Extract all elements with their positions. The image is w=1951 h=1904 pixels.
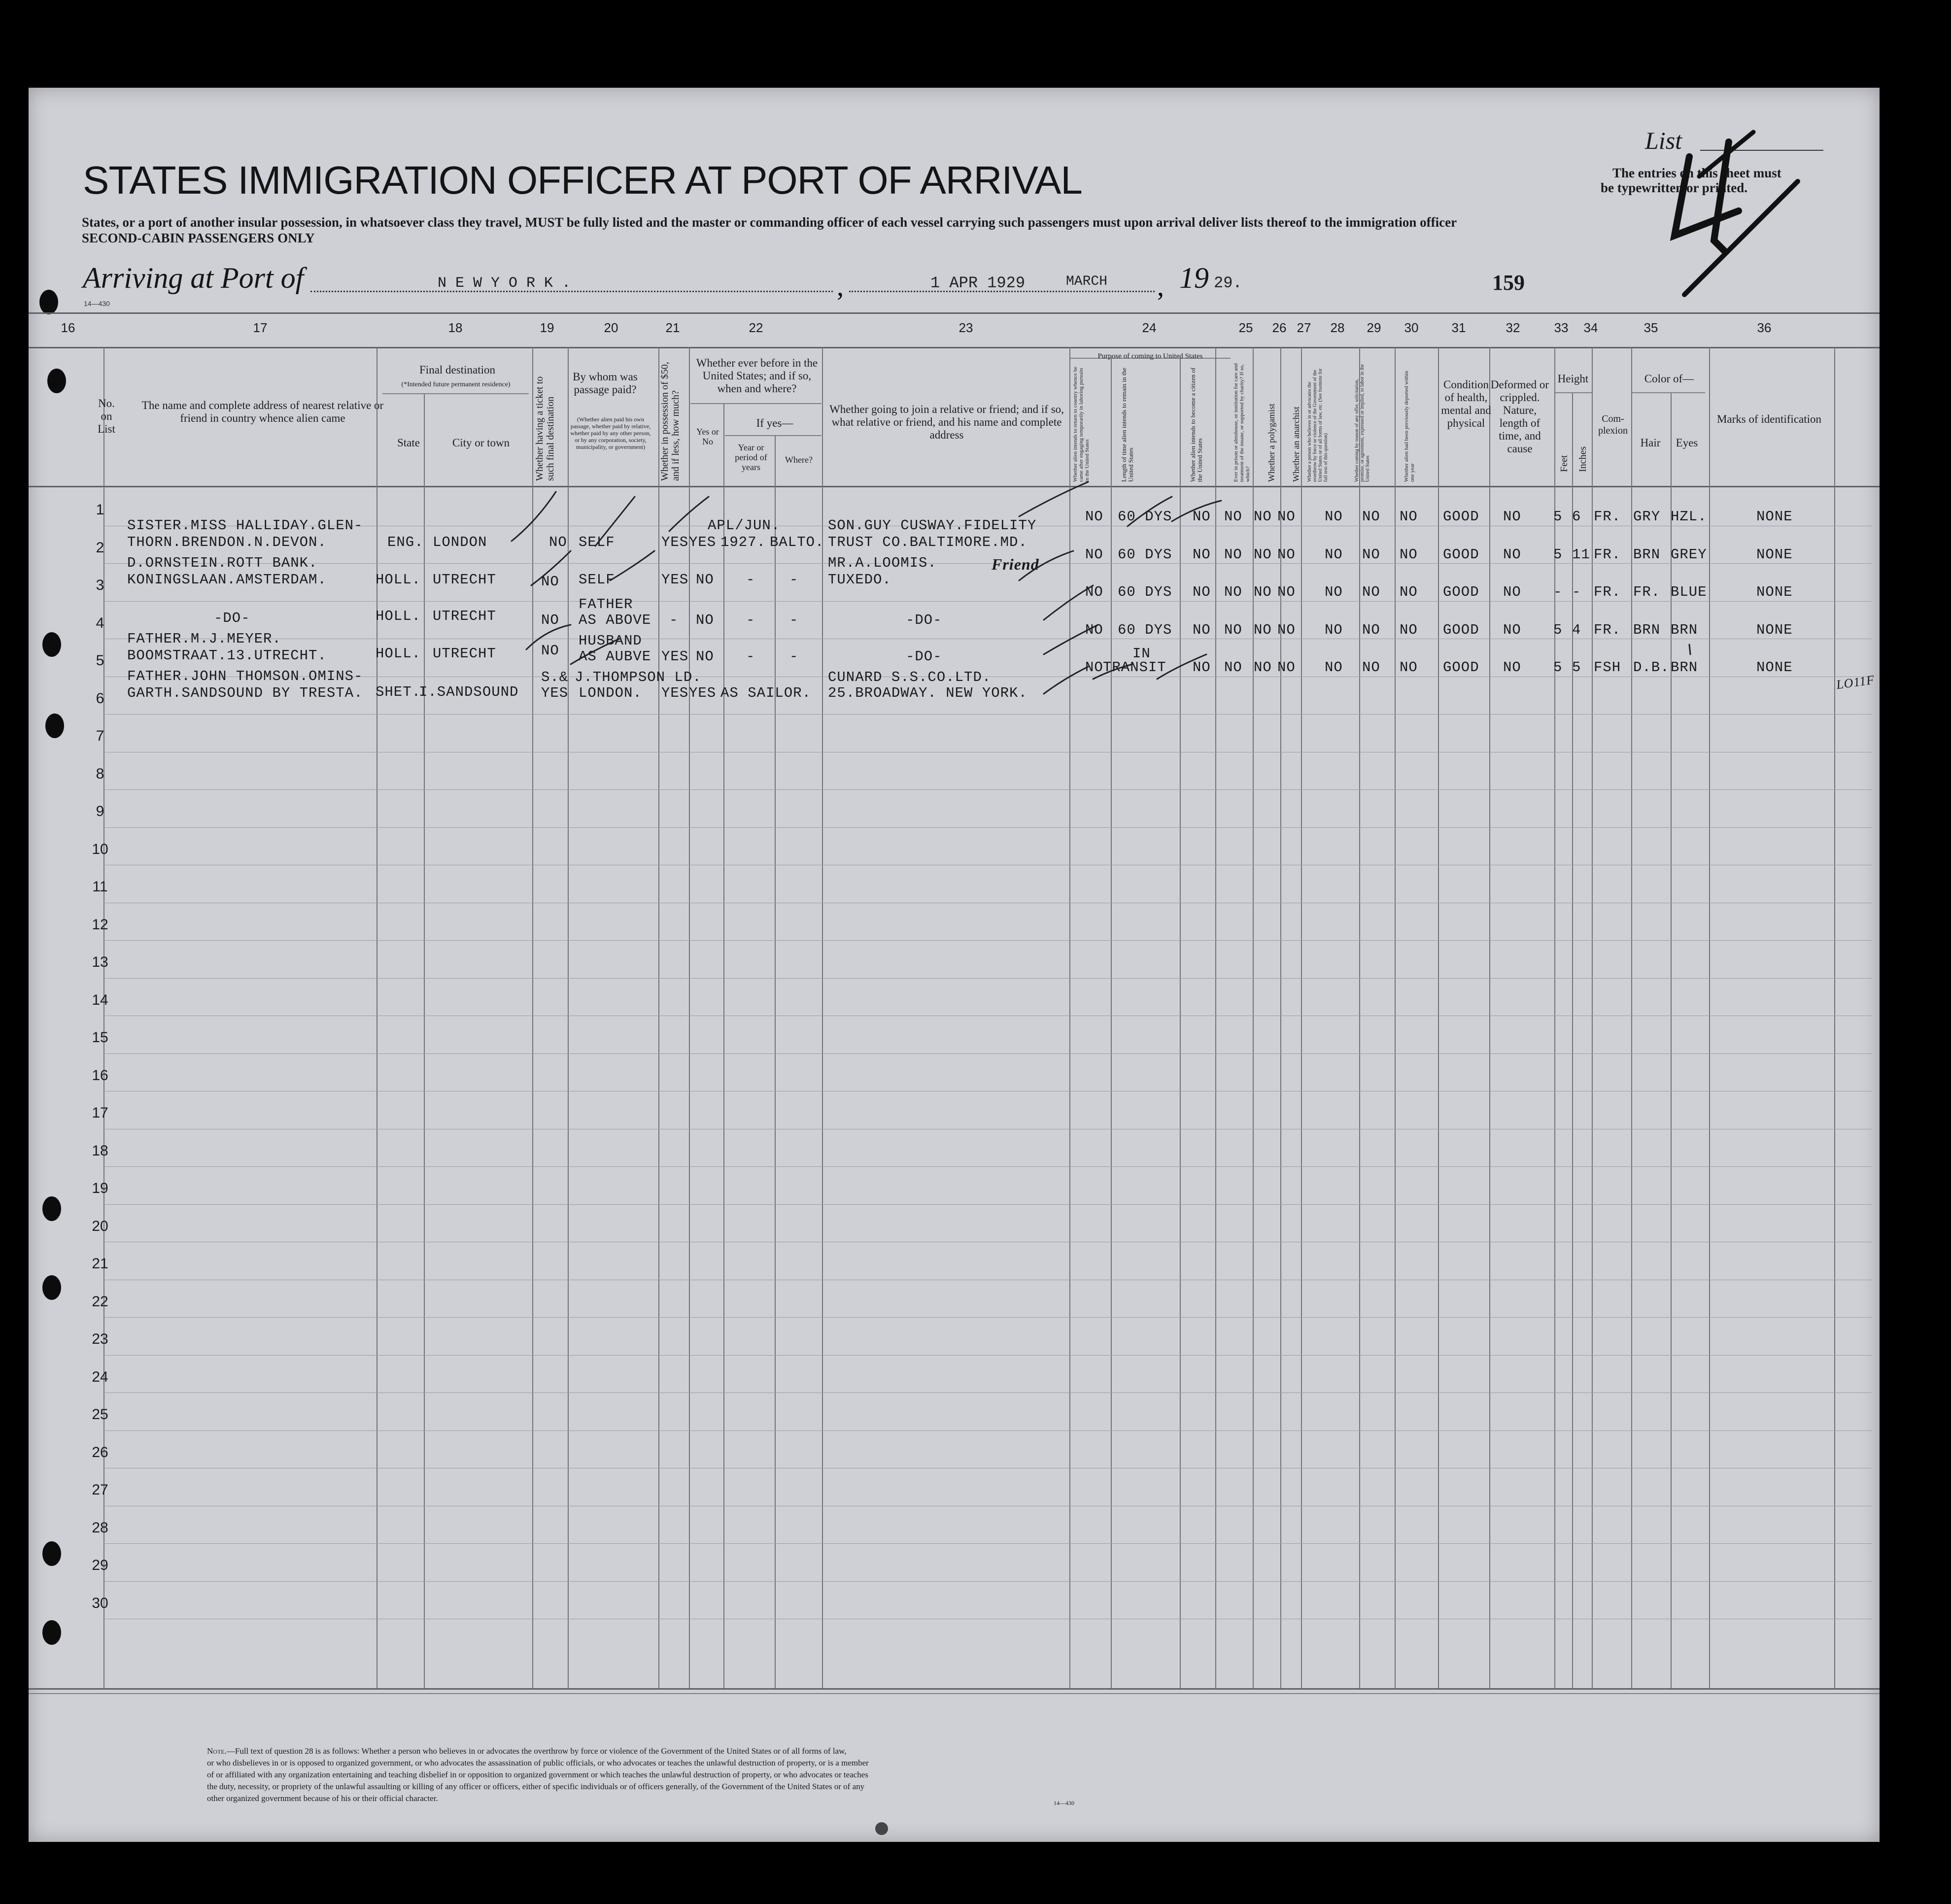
row4-q29: NO [1362, 622, 1380, 638]
row4-health: GOOD [1443, 622, 1479, 638]
header-year-period: Year or period of years [735, 442, 767, 472]
form-code-top: 14—430 [84, 300, 110, 307]
row-number: 21 [92, 1256, 108, 1272]
row1-rel2: THORN.BRENDON.N.DEVON. [127, 534, 327, 550]
row1-compl: FR. [1594, 509, 1621, 525]
row3-paid1: FATHER [579, 596, 633, 612]
row4-feet: 5 [1553, 622, 1563, 638]
row-number: 22 [92, 1293, 108, 1310]
row4-length: 60 DYS [1118, 622, 1172, 638]
row4-deformed: NO [1503, 622, 1521, 638]
row5-inches: 5 [1572, 659, 1581, 676]
row3-polyg: NO [1254, 584, 1272, 600]
row3-prison: NO [1224, 584, 1242, 600]
row1-eyes: HZL. [1671, 509, 1707, 525]
row4-return: NO [1085, 622, 1103, 638]
row5-citizen: NO [1193, 659, 1211, 676]
row1-paid: SELF [579, 534, 615, 550]
row-line [103, 978, 1872, 979]
row5-join1: CUNARD S.S.CO.LTD. [828, 669, 992, 685]
row2-before: NO [696, 572, 714, 588]
row4-where: - [789, 648, 799, 665]
stamp-date: 1 APR 1929 [930, 274, 1026, 292]
row-number: 27 [92, 1482, 108, 1498]
year-prefix: 19 [1179, 262, 1209, 294]
header-q30: Whether alien had been previously deported within one year [1403, 371, 1415, 482]
header-q28: Whether a person who believes in or advocates the overthrow by force or violence of the Government of the United States or of all forms of law, etc. (See footnote for full text of this question) [1307, 368, 1329, 482]
row-number: 4 [96, 615, 104, 631]
row-line [103, 1355, 1872, 1356]
row2-health: GOOD [1443, 546, 1479, 563]
table-bottom-rule [29, 1688, 1880, 1690]
row5-margin-note: LO11F [1835, 672, 1876, 692]
row2-city: UTRECHT [433, 572, 496, 588]
row3-length: 60 DYS [1118, 584, 1172, 600]
header-hair: Hair [1640, 437, 1661, 449]
colnum: 29 [1367, 320, 1381, 335]
header-purpose-citizen: Whether alien intends to become a citizen of the United States [1189, 367, 1203, 482]
colnum: 26 [1272, 320, 1287, 335]
row2-join-handwritten: Friend [992, 555, 1039, 573]
header-final-destination-note: (*Intended future permanent residence) [401, 381, 511, 388]
colnum: 33 [1554, 320, 1569, 335]
header-final-destination: Final destination [419, 364, 495, 376]
header-where: Where? [785, 455, 813, 465]
colnum: 17 [253, 320, 268, 335]
row4-rel2: BOOMSTRAAT.13.UTRECHT. [127, 647, 327, 664]
row2-where: - [789, 572, 799, 588]
row-number: 1 [96, 502, 104, 518]
colnum: 36 [1757, 320, 1772, 335]
row1-rel1: SISTER.MISS HALLIDAY.GLEN- [127, 517, 363, 534]
colnum: 23 [958, 320, 973, 335]
row1-inches: 6 [1572, 509, 1581, 525]
row3-return: NO [1085, 584, 1103, 600]
row3-marks: NONE [1756, 584, 1793, 600]
colnum: 16 [61, 320, 75, 335]
row1-length: 60 DYS [1118, 509, 1172, 525]
colnum: 19 [540, 320, 554, 335]
punch-hole [42, 1541, 61, 1566]
row1-anarch: NO [1277, 509, 1296, 525]
row-number: 23 [92, 1331, 108, 1347]
row2-q29: NO [1362, 546, 1380, 563]
row1-return: NO [1085, 509, 1103, 525]
row3-state: HOLL. [376, 608, 421, 624]
row5-before: YES [689, 685, 717, 701]
row1-feet: 5 [1553, 509, 1563, 525]
colnum: 35 [1643, 320, 1658, 335]
row1-marks: NONE [1756, 509, 1793, 525]
row5-q28: NO [1325, 659, 1343, 676]
header-inches: Inches [1577, 446, 1588, 472]
row5-health: GOOD [1443, 659, 1479, 676]
row-number: 2 [96, 540, 104, 556]
row5-length2: TRANSIT [1103, 659, 1166, 676]
row5-feet: 5 [1553, 659, 1563, 676]
row3-where: - [789, 612, 799, 628]
row3-paid2: AS ABOVE [579, 612, 651, 628]
row-number: 8 [96, 766, 104, 782]
row2-polyg: NO [1254, 546, 1272, 563]
row1-prison: NO [1224, 509, 1242, 525]
row5-polyg: NO [1254, 659, 1272, 676]
comma-1: , [837, 272, 844, 302]
footnote-text1: —Full text of question 28 is as follows: Whether a person who believes in or advocates the overthrow by force or violence of the Government of the United States or of all forms of law, [226, 1746, 847, 1756]
handwritten-check-marks [29, 88, 1880, 778]
header-state: State [397, 437, 420, 449]
row2-compl: FR. [1594, 546, 1621, 563]
row5-compl: FSH [1594, 659, 1621, 676]
row1-hair: GRY [1633, 509, 1661, 525]
colnum: 25 [1238, 320, 1253, 335]
row1-q30: NO [1400, 509, 1418, 525]
row3-hair: FR. [1633, 584, 1661, 600]
header-marks: Marks of identification [1716, 413, 1822, 425]
row5-rel1: FATHER.JOHN THOMSON.OMINS- [127, 668, 363, 684]
row5-state: SHET. [376, 684, 421, 700]
row5-city: I.SANDSOUND [419, 684, 519, 700]
row2-return: NO [1085, 546, 1103, 563]
row2-fifty: YES [661, 572, 689, 588]
row4-inches: 4 [1572, 622, 1581, 638]
row-number: 18 [92, 1143, 108, 1159]
header-yes-no: Yes or No [696, 427, 719, 446]
row2-q30: NO [1400, 546, 1418, 563]
subtitle-line1: States, or a port of another insular possession, in whatsoever class they travel, MUST be fully listed and the master or commanding officer of each vessel carrying such passengers must upon arrival deliver lists thereof to the immigration officer [82, 215, 1457, 230]
row-line [103, 1166, 1872, 1167]
row3-rel2: -DO- [214, 610, 250, 626]
colnum: 18 [448, 320, 463, 335]
row4-hair: BRN [1633, 622, 1661, 638]
row3-year2: - [746, 612, 755, 628]
row2-join1: MR.A.LOOMIS. [828, 555, 937, 571]
header-relative-address: The name and complete address of nearest relative or friend in country whence alien came [141, 399, 384, 424]
row5-deformed: NO [1503, 659, 1521, 676]
row3-city: UTRECHT [433, 608, 496, 624]
row4-q30: NO [1400, 622, 1418, 638]
row4-anarch: NO [1277, 622, 1296, 638]
row1-city: LONDON [433, 534, 487, 550]
row1-state: ENG. [387, 534, 424, 550]
row1-where: BALTO. [770, 534, 824, 550]
footnote-line1 [207, 1746, 847, 1756]
row1-polyg: NO [1254, 509, 1272, 525]
header-anarchist: Whether an anarchist [1291, 407, 1301, 482]
header-deformed: Deformed or crippled. Nature, length of time, and cause [1490, 378, 1549, 455]
row-number: 11 [92, 879, 108, 895]
row2-state: HOLL. [376, 572, 421, 588]
row-number: 7 [96, 728, 104, 744]
header-health: Condition of health, mental and physical [1441, 378, 1491, 429]
row4-polyg: NO [1254, 622, 1272, 638]
row3-fifty: - [669, 612, 679, 628]
row4-fifty: YES [661, 648, 689, 665]
year-suffix: 29. [1214, 274, 1242, 292]
row3-join2: -DO- [906, 612, 942, 628]
row2-join2: TUXEDO. [828, 572, 891, 588]
row1-q28: NO [1325, 509, 1343, 525]
punch-hole [42, 1620, 61, 1645]
row5-ticket2: YES [541, 685, 569, 701]
row4-paid2: AS AUBVE [579, 648, 651, 665]
row3-eyes: BLUE [1671, 584, 1707, 600]
list-label: List [1645, 127, 1682, 154]
row4-join2: -DO- [906, 648, 942, 665]
row2-inches: 11 [1572, 546, 1590, 563]
row5-hair: D.B. [1633, 659, 1670, 676]
page-title: STATES IMMIGRATION OFFICER AT PORT OF ARRIVAL [83, 158, 1082, 202]
colnum: 34 [1583, 320, 1598, 335]
row-number: 29 [92, 1557, 108, 1573]
row3-inches: - [1572, 584, 1581, 600]
row5-ticket1: S.& [541, 669, 569, 685]
row5-prison: NO [1224, 659, 1242, 676]
row2-q28: NO [1325, 546, 1343, 563]
row5-fifty: YES [661, 685, 689, 701]
row5-paid1: J.THOMPSON LD. [575, 669, 702, 685]
row3-anarch: NO [1277, 584, 1296, 600]
row-line [103, 1317, 1872, 1318]
header-join-relative: Whether going to join a relative or friend; and if so, what relative or friend, and his name and complete address [829, 403, 1064, 441]
row-number: 6 [96, 690, 104, 707]
header-if-yes: If yes— [756, 417, 793, 429]
row3-compl: FR. [1594, 584, 1621, 600]
row3-feet: - [1553, 584, 1563, 600]
header-by-whom: By whom was passage paid? [573, 371, 638, 396]
header-complexion: Com- plexion [1598, 413, 1628, 436]
row4-year2: - [746, 648, 755, 665]
arriving-label: Arriving at Port of [83, 262, 304, 294]
row1-join1: SON.GUY CUSWAY.FIDELITY [828, 517, 1037, 534]
row2-hair: BRN [1633, 546, 1661, 563]
entries-note-1: The entries on this sheet must [1612, 166, 1781, 180]
row5-eyes: BRN [1671, 659, 1698, 676]
row2-length: 60 DYS [1118, 546, 1172, 563]
row1-citizen: NO [1193, 509, 1211, 525]
row2-rel1: D.ORNSTEIN.ROTT BANK. [127, 555, 318, 571]
row-number: 5 [96, 652, 104, 669]
row5-anarch: NO [1277, 659, 1296, 676]
header-before-us: Whether ever before in the United States; and if so, when and where? [696, 357, 818, 395]
row3-q30: NO [1400, 584, 1418, 600]
row5-rel2: GARTH.SANDSOUND BY TRESTA. [127, 685, 363, 701]
row-line [103, 1204, 1872, 1205]
row-number: 19 [92, 1180, 108, 1196]
row-line [103, 1430, 1872, 1431]
row-number: 3 [96, 577, 104, 593]
colnum: 22 [749, 320, 763, 335]
footnote-line2: or who disbelieves in or is opposed to organized government, or who advocates the assassination of public officials, or who advocates or teaches the unlawful destruction of property, or is a member [207, 1758, 869, 1768]
header-prison: Ever in prison or almshouse, or institution for care and treatment of the insane, or supported by charity? If so, which? [1233, 363, 1251, 482]
header-feet: Feet [1559, 455, 1570, 472]
colnum: 30 [1404, 320, 1419, 335]
row-number: 17 [92, 1105, 108, 1121]
header-no-on-list: No. on List [98, 397, 115, 435]
table-bottom-rule-2 [29, 1693, 1880, 1694]
row-number: 28 [92, 1520, 108, 1536]
footnote-line4: the duty, necessity, or propriety of the unlawful assaulting or killing of any officer or officers, either of specific individuals or of officers generally, of the Government of the United States or of any [207, 1782, 865, 1791]
row4-paid1: HUSBAND [579, 633, 642, 649]
row1-fifty: YES [661, 534, 689, 550]
row4-citizen: NO [1193, 622, 1211, 638]
row3-ticket: NO [541, 612, 559, 628]
row2-eyes: GREY [1671, 546, 1707, 563]
row4-before: NO [696, 648, 714, 665]
row2-feet: 5 [1553, 546, 1563, 563]
row-number: 13 [92, 954, 108, 970]
manifest-sheet [29, 88, 1880, 1842]
header-polygamist: Whether a polygamist [1266, 404, 1276, 482]
row1-health: GOOD [1443, 509, 1479, 525]
row-number: 16 [92, 1067, 108, 1084]
row5-q30: NO [1400, 659, 1418, 676]
row1-deformed: NO [1503, 509, 1521, 525]
row1-q29: NO [1362, 509, 1380, 525]
header-eyes: Eyes [1676, 437, 1698, 449]
comma-2: , [1157, 272, 1164, 302]
row-number: 14 [92, 992, 108, 1008]
row-number: 10 [92, 841, 108, 857]
header-fifty: Whether in possession of $50, and if less, how much? [659, 362, 681, 481]
row4-eyes: BRN [1671, 622, 1698, 638]
row-number: 20 [92, 1218, 108, 1234]
header-purpose: Purpose of coming to United States [1097, 352, 1203, 360]
row-number: 9 [96, 803, 104, 819]
row2-year2: - [746, 572, 755, 588]
row-line [103, 940, 1872, 941]
row2-anarch: NO [1277, 546, 1296, 563]
entries-note-2: be typewritten or printed. [1601, 180, 1747, 195]
colnum: 24 [1142, 320, 1157, 335]
colnum: 28 [1330, 320, 1345, 335]
row1-join2: TRUST CO.BALTIMORE.MD. [828, 534, 1027, 550]
header-q29: Whether coming by reason of any offer, solicitation, promise, or agreement, expressed or implied, to labor in the United States [1354, 364, 1370, 482]
row1-year1: APL/JUN. [708, 517, 781, 534]
row5-marks: NONE [1756, 659, 1793, 676]
colnum: 31 [1451, 320, 1466, 335]
footnote-lead: Note. [207, 1746, 227, 1756]
row4-state: HOLL. [376, 646, 421, 662]
row-number: 15 [92, 1029, 108, 1046]
header-ticket: Whether having a ticket to such final destination [534, 376, 556, 481]
row1-year2: 1927. [720, 534, 766, 550]
row-number: 30 [92, 1595, 108, 1611]
row-number: 26 [92, 1444, 108, 1461]
header-purpose-length: Length of time alien intends to remain in the United States [1120, 368, 1134, 482]
row3-q29: NO [1362, 584, 1380, 600]
row-number: 25 [92, 1406, 108, 1423]
row4-q28: NO [1325, 622, 1343, 638]
row5-length1: IN [1132, 646, 1151, 662]
row4-city: UTRECHT [433, 646, 496, 662]
subtitle-line2: SECOND-CABIN PASSENGERS ONLY [82, 231, 315, 245]
row1-ticket: NO [549, 534, 567, 550]
row4-prison: NO [1224, 622, 1242, 638]
punch-hole [42, 1196, 61, 1221]
row-line [103, 827, 1872, 828]
row1-before: YES [689, 534, 717, 550]
row-number: 24 [92, 1369, 108, 1385]
footnote-code: 14—430 [1054, 1800, 1074, 1806]
row3-health: GOOD [1443, 584, 1479, 600]
row4-ticket: NO [541, 643, 559, 659]
row2-marks: NONE [1756, 546, 1793, 563]
row5-join2: 25.BROADWAY. NEW YORK. [828, 685, 1027, 701]
row2-paid: SELF [579, 572, 615, 588]
row-line [103, 1543, 1872, 1544]
row3-citizen: NO [1193, 584, 1211, 600]
bottom-mark [875, 1822, 888, 1835]
row5-year2: AS SAILOR. [720, 685, 812, 701]
port-value: N E W Y O R K . [438, 275, 571, 292]
row4-compl: FR. [1594, 622, 1621, 638]
row2-ticket: NO [541, 574, 559, 590]
row5-q29: NO [1362, 659, 1380, 676]
row4-marks: NONE [1756, 622, 1793, 638]
row2-prison: NO [1224, 546, 1242, 563]
arrival-month: MARCH [1066, 274, 1108, 289]
row4-rel1: FATHER.M.J.MEYER. [127, 631, 281, 647]
header-city: City or town [452, 437, 510, 449]
header-purpose-return: Whether alien intends to return to country whence he came after engaging temporarily in laboring pursuits in the United States [1072, 367, 1090, 482]
colnum: 21 [665, 320, 680, 335]
header-height: Height [1557, 373, 1589, 385]
colnum: 27 [1297, 320, 1311, 335]
row-line [103, 789, 1872, 790]
header-by-whom-note: (Whether alien paid his own passage, whether paid by relative, whether paid by any other person, or by any corporation, society, municipality, or government) [570, 416, 651, 450]
punch-hole [42, 1275, 61, 1300]
row3-deformed: NO [1503, 584, 1521, 600]
row2-rel2: KONINGSLAAN.AMSTERDAM. [127, 572, 327, 588]
row-number: 12 [92, 917, 108, 933]
row2-citizen: NO [1193, 546, 1211, 563]
header-color-of: Color of— [1644, 373, 1694, 385]
row-line [103, 1581, 1872, 1582]
footnote-line5: other organized government because of his or their official character. [207, 1794, 438, 1803]
row3-q28: NO [1325, 584, 1343, 600]
page-number: 159 [1492, 271, 1525, 295]
row5-return: NO [1085, 659, 1103, 676]
colnum: 20 [604, 320, 618, 335]
row2-deformed: NO [1503, 546, 1521, 563]
row3-before: NO [696, 612, 714, 628]
row5-paid2: LONDON. [579, 685, 642, 701]
colnum: 32 [1506, 320, 1520, 335]
footnote-line3: of or affiliated with any organization entertaining and teaching disbelief in or opposition to organized government or which teaches the unlawful destruction of property, or who advocates or teaches [207, 1770, 868, 1779]
